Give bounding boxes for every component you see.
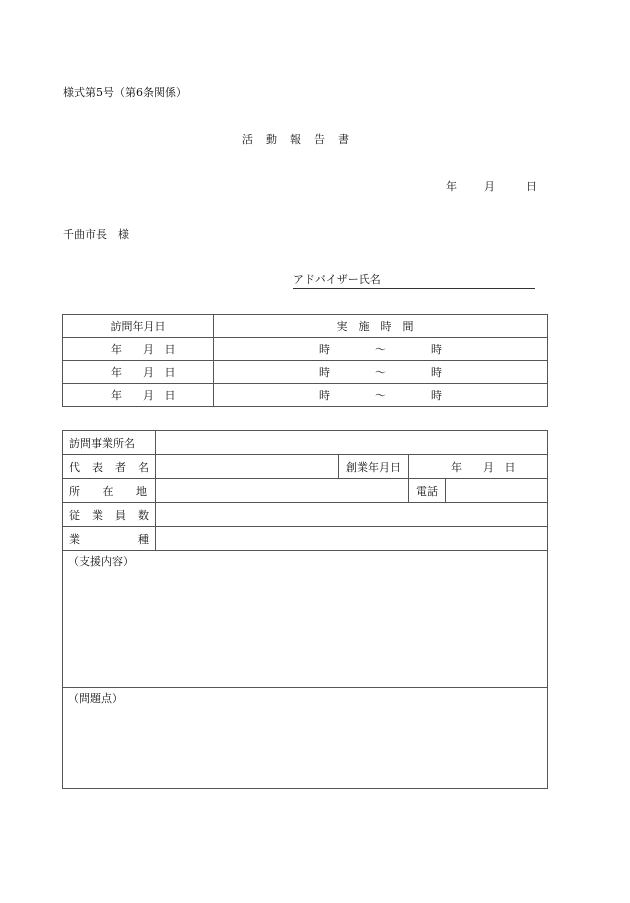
address-row [63,479,548,503]
visit-date-header: 訪問年月日 [63,315,214,338]
support-content-label: （支援内容） [68,555,134,568]
visit-row [63,361,548,384]
visit-time-cell[interactable]: 時 〜 時 [214,361,548,384]
business-name-row [63,431,548,455]
report-date-month: 月 [484,180,495,193]
address-label: 所 在 地 [63,479,156,503]
business-name-field[interactable] [156,431,548,455]
visit-row [63,338,548,361]
visit-time-cell[interactable]: 時 〜 時 [214,338,548,361]
issues-field[interactable] [63,688,548,789]
phone-label: 電話 [409,479,446,503]
issues-label: （問題点） [68,692,123,705]
representative-row [63,455,548,479]
industry-label: 業 種 [63,527,156,551]
addressee: 千曲市長 様 [63,228,129,241]
representative-field[interactable] [156,455,339,479]
visit-time-cell[interactable]: 時 〜 時 [214,384,548,407]
support-row [63,551,548,688]
business-name-label: 訪問事業所名 [63,431,156,455]
document-title: 活動報告書 [242,133,362,146]
form-number: 様式第5号（第6条関係） [63,86,187,99]
employees-field[interactable] [156,503,548,527]
report-date-year: 年 [446,180,457,193]
industry-row [63,527,548,551]
visit-date-cell[interactable]: 年 月 日 [63,384,214,407]
visit-table-header [63,315,548,338]
adviser-name-field[interactable] [293,271,535,289]
industry-field[interactable] [156,527,548,551]
issues-row [63,688,548,789]
duration-header: 実施時間 [214,315,548,338]
company-table [62,430,548,789]
founded-date-field[interactable]: 年 月 日 [409,455,548,479]
address-field[interactable] [156,479,409,503]
employees-label: 従 業 員 数 [63,503,156,527]
phone-field[interactable] [446,479,548,503]
visit-row [63,384,548,407]
support-content-field[interactable] [63,551,548,688]
visit-date-cell[interactable]: 年 月 日 [63,361,214,384]
report-date-day: 日 [526,180,537,193]
founded-date-label: 創業年月日 [339,455,409,479]
representative-label: 代 表 者 名 [63,455,156,479]
adviser-name-label: アドバイザー氏名 [293,273,381,286]
employees-row [63,503,548,527]
report-date [446,178,537,194]
visit-date-cell[interactable]: 年 月 日 [63,338,214,361]
visit-table [62,314,548,407]
